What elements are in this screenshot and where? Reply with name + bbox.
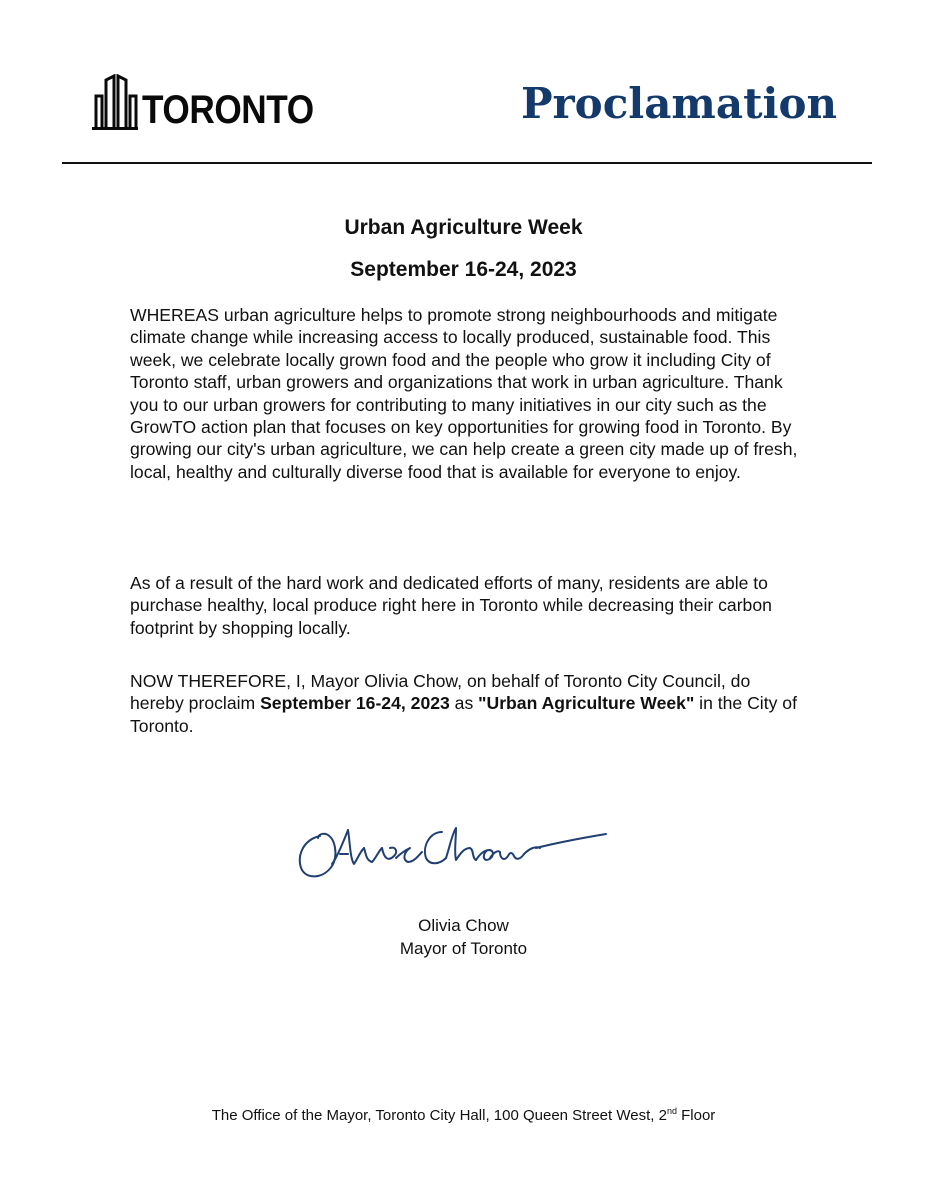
office-address <box>0 1106 927 1126</box>
proclaimed-dates: September 16-24, 2023 <box>260 693 450 714</box>
proclaimed-event: "Urban Agriculture Week" <box>478 693 695 714</box>
paragraph-3-part-b: as <box>449 693 479 714</box>
address-suffix: Floor <box>676 1107 716 1124</box>
city-hall-icon <box>92 74 138 130</box>
signature-image <box>292 818 612 888</box>
page-title: Proclamation <box>520 79 837 128</box>
logo-wordmark: TORONTO <box>142 88 314 132</box>
paragraph-3-part-a: NOW THEREFORE, I, Mayor Olivia Chow, on behalf of Toronto City Council, do hereby proclaim <box>130 671 751 714</box>
toronto-logo <box>92 74 337 130</box>
mayor-signature <box>292 818 612 893</box>
signer-block <box>0 914 927 960</box>
header-divider <box>62 162 872 164</box>
ordinal-suffix: nd <box>666 1106 677 1116</box>
paragraph-3-part-c: in the City of Toronto. <box>130 693 797 736</box>
proclamation-heading: Urban Agriculture Week <box>344 216 583 239</box>
paragraph-3 <box>130 670 802 737</box>
paragraph-1: WHEREAS urban agriculture helps to promote strong neighbourhoods and mitigate climate change while increasing access to locally produced, sustainable food. This week, we celebrate locally grown food and the people who grow it including City of Toronto staff, urban growers and organizations that work in urban agriculture. Thank you to our urban growers for contributing to many initiatives in our city such as the GrowTO action plan that focuses on key opportunities for growing food in Toronto. By growing our city's urban agriculture, we can help create a green city made up of fresh, local, healthy and culturally diverse food that is available for everyone to enjoy. <box>130 305 798 482</box>
therefore-paragraph <box>130 670 802 737</box>
signer-title: Mayor of Toronto <box>399 939 528 958</box>
proclamation-dates: September 16-24, 2023 <box>350 258 577 281</box>
result-paragraph <box>130 572 802 639</box>
paragraph-2: As of a result of the hard work and dedicated efforts of many, residents are able to purchase healthy, local produce right here in Toronto while decreasing their carbon footprint by shopping locally. <box>130 573 772 638</box>
whereas-paragraph <box>130 304 802 483</box>
address-prefix: The Office of the Mayor, Toronto City Hall, 100 Queen Street West, 2 <box>211 1107 667 1124</box>
signer-name: Olivia Chow <box>418 916 509 935</box>
